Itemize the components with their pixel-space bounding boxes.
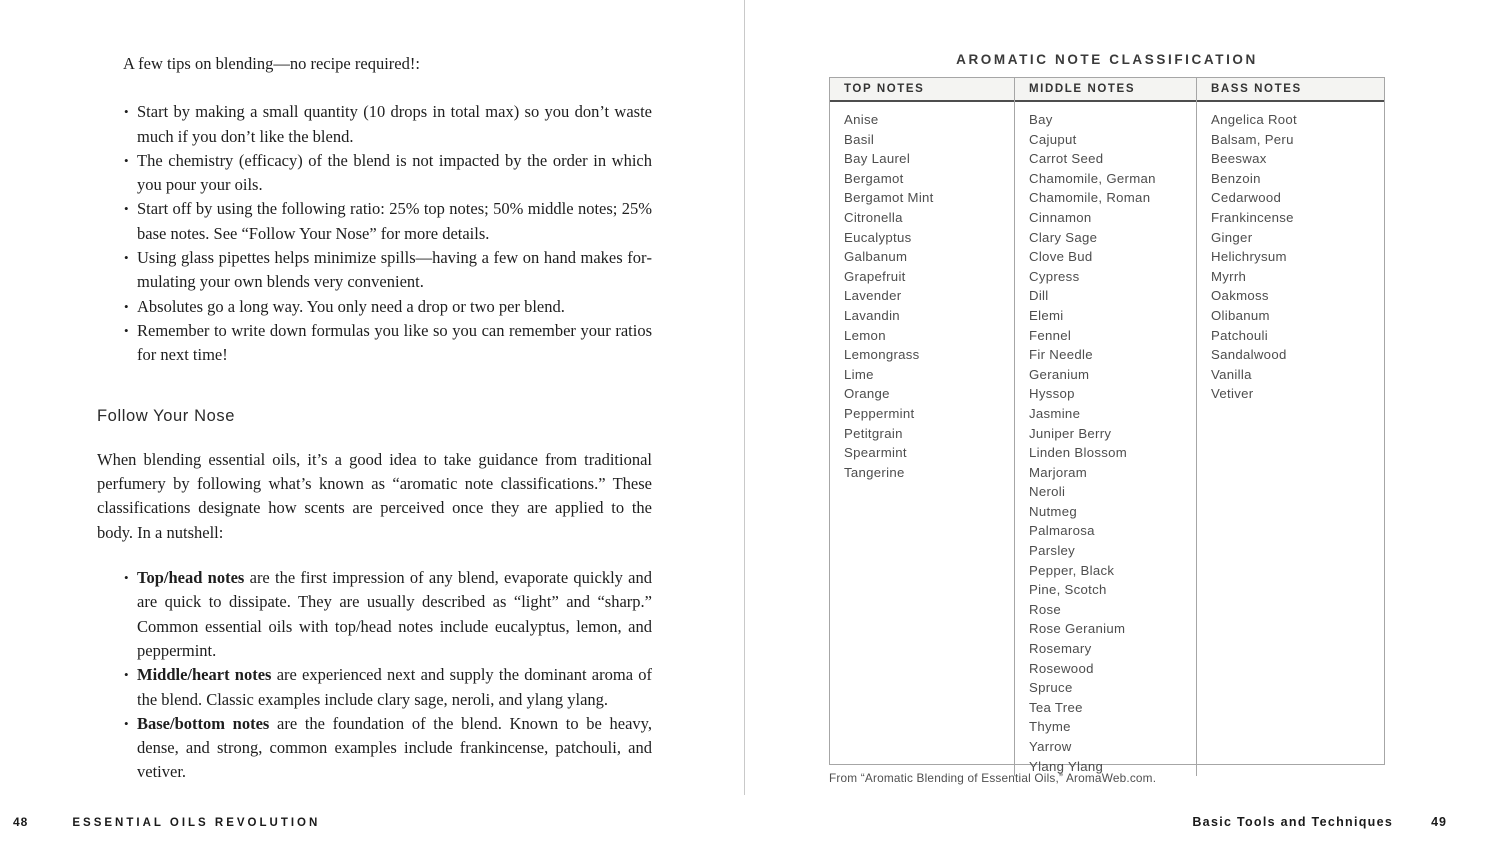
table-cell: Chamomile, Roman <box>1029 190 1151 206</box>
table-cell: Pepper, Black <box>1029 562 1115 578</box>
note-type-description: are experienced next and supply the dominant aroma of the blend. Classic examples include clary sage, neroli, and ylang ylang. <box>137 665 652 709</box>
note-types-list <box>97 566 652 785</box>
table-cell: Helichrysum <box>1211 249 1287 265</box>
table-cell: Beeswax <box>1211 151 1267 167</box>
page-number-left: 48 <box>13 815 29 829</box>
list-item: • Using glass pipettes helps minimize spills—having a few on hand makes formulating your own blends very convenient. <box>97 246 652 295</box>
list-item: • Start off by using the following ratio: 25% top notes; 50% middle notes; 25% base notes. See “Follow Your Nose” for more details. <box>97 197 652 246</box>
table-cell: Bergamot <box>844 170 904 186</box>
table-cell: Oakmoss <box>1211 288 1269 304</box>
table-cell: Bergamot Mint <box>844 190 934 206</box>
table-cell: Rose Geranium <box>1029 621 1126 637</box>
column-header-bass-notes: BASS NOTES <box>1197 78 1384 102</box>
left-page-body <box>97 52 652 785</box>
table-cell: Ylang Ylang <box>1029 758 1104 774</box>
table-cell: Cypress <box>1029 268 1080 284</box>
list-item: • Remember to write down formulas you like so you can remember your ratios for next time! <box>97 319 652 368</box>
table-cell: Cedarwood <box>1211 190 1282 206</box>
table-cell: Vanilla <box>1211 366 1252 382</box>
note-type-name: Top/head notes <box>137 568 245 588</box>
note-type-description: are the first impression of any blend, evaporate quickly and are quick to dissipate. They are usually described as “light” and “sharp.” Common essential oils with top/head notes include eucalyptus, lemon, and peppermint. <box>137 568 652 660</box>
section-paragraph: When blending essential oils, it’s a good idea to take guidance from traditional perfumery by following what’s known as “aromatic note classifications.” These classifications designate how scents are perceived once they are applied to the body. In a nutshell: <box>97 449 652 542</box>
table-cell: Lime <box>844 366 874 382</box>
table-cell: Fir Needle <box>1029 347 1093 363</box>
table-cell: Spruce <box>1029 680 1073 696</box>
chapter-title: Basic Tools and Techniques <box>1192 815 1394 829</box>
table-cell: Geranium <box>1029 366 1090 382</box>
table-cell: Olibanum <box>1211 307 1270 323</box>
table-cell: Patchouli <box>1211 327 1268 343</box>
list-item <box>97 566 652 663</box>
table-cell: Clove Bud <box>1029 249 1093 265</box>
table-cell: Tangerine <box>844 464 905 480</box>
middle-notes-column <box>1015 78 1197 776</box>
table-cell: Parsley <box>1029 543 1076 559</box>
column-header-top-notes: TOP NOTES <box>830 78 1014 102</box>
table-cell: Cajuput <box>1029 131 1077 147</box>
table-cell: Lavender <box>844 288 902 304</box>
table-cell: Orange <box>844 386 890 402</box>
note-type-name: Middle/heart notes <box>137 665 272 685</box>
table-cell: Grapefruit <box>844 268 906 284</box>
list-item: • Absolutes go a long way. You only need a drop or two per blend. <box>97 295 652 319</box>
left-page-footer <box>13 815 320 829</box>
aromatic-note-table <box>829 77 1385 774</box>
table-cell: Hyssop <box>1029 386 1075 402</box>
table-cell: Balsam, Peru <box>1211 131 1294 147</box>
book-title: ESSENTIAL OILS REVOLUTION <box>72 817 321 829</box>
list-item: • The chemistry (efficacy) of the blend is not impacted by the order in which you pour your oils. <box>97 149 652 198</box>
table-cell: Rosemary <box>1029 641 1092 657</box>
blending-tips-list <box>97 100 652 367</box>
table-cell: Peppermint <box>844 405 915 421</box>
table-cell: Marjoram <box>1029 464 1088 480</box>
bass-notes-column <box>1197 78 1384 776</box>
table-cell: Chamomile, German <box>1029 170 1156 186</box>
table-cell: Cinnamon <box>1029 209 1092 225</box>
table-cell: Anise <box>844 112 879 127</box>
table-cell: Yarrow <box>1029 739 1072 754</box>
middle-notes-items <box>1015 102 1196 776</box>
page-number-right: 49 <box>1431 815 1447 829</box>
table-cell: Carrot Seed <box>1029 151 1104 167</box>
table-title: AROMATIC NOTE CLASSIFICATION <box>956 52 1258 67</box>
right-page <box>745 0 1500 859</box>
table-cell: Petitgrain <box>844 425 903 441</box>
left-page <box>0 0 744 859</box>
section-heading: Follow Your Nose <box>97 406 236 425</box>
table-cell: Frankincense <box>1211 209 1294 225</box>
note-type-name: Base/bottom notes <box>137 713 270 733</box>
table-cell: Neroli <box>1029 484 1066 500</box>
table-cell: Galbanum <box>844 249 908 265</box>
table-cell: Lemon <box>844 327 886 343</box>
table-cell: Nutmeg <box>1029 503 1077 519</box>
table-cell: Pine, Scotch <box>1029 582 1107 598</box>
table-cell: Sandalwood <box>1211 347 1287 363</box>
table-cell: Rosewood <box>1029 660 1094 676</box>
table-cell: Spearmint <box>844 445 907 461</box>
table-cell: Benzoin <box>1211 170 1261 186</box>
table-cell: Citronella <box>844 209 903 225</box>
table-cell: Palmarosa <box>1029 523 1095 539</box>
table-cell: Tea Tree <box>1029 699 1083 715</box>
table-cell: Myrrh <box>1211 268 1247 284</box>
top-notes-column <box>830 78 1015 776</box>
table-cell: Angelica Root <box>1211 112 1298 127</box>
table-cell: Thyme <box>1029 719 1071 735</box>
table-cell: Rose <box>1029 601 1061 617</box>
column-header-middle-notes: MIDDLE NOTES <box>1015 78 1196 102</box>
table-cell: Vetiver <box>1211 386 1254 402</box>
table-cell: Basil <box>844 131 875 147</box>
table-cell: Ginger <box>1211 229 1253 245</box>
table-cell: Fennel <box>1029 327 1072 343</box>
list-item: • Start by making a small quantity (10 drops in total max) so you don’t waste much if you don’t like the blend. <box>97 100 652 149</box>
table-cell: Bay Laurel <box>844 151 911 167</box>
table-cell: Linden Blossom <box>1029 445 1128 461</box>
table-cell: Juniper Berry <box>1029 425 1112 441</box>
table-cell: Elemi <box>1029 307 1064 323</box>
table-cell: Lemongrass <box>844 347 920 363</box>
bass-notes-items <box>1197 102 1384 404</box>
note-type-description: are the foundation of the blend. Known to be heavy, dense, and strong, common examples include frankincense, patchouli, and vetiver. <box>137 713 652 782</box>
table-cell: Dill <box>1029 288 1049 304</box>
table-source-caption: From “Aromatic Blending of Essential Oils,” AromaWeb.com. <box>829 771 1157 785</box>
table-cell: Lavandin <box>844 307 900 323</box>
top-notes-items <box>830 102 1014 482</box>
table-cell: Clary Sage <box>1029 229 1098 245</box>
table-cell: Jasmine <box>1029 405 1081 421</box>
list-item <box>97 712 652 785</box>
right-page-footer <box>1192 815 1447 829</box>
table-cell: Eucalyptus <box>844 229 912 245</box>
intro-paragraph: A few tips on blending—no recipe required!: <box>123 54 420 73</box>
list-item <box>97 663 652 712</box>
table-cell: Bay <box>1029 112 1053 127</box>
